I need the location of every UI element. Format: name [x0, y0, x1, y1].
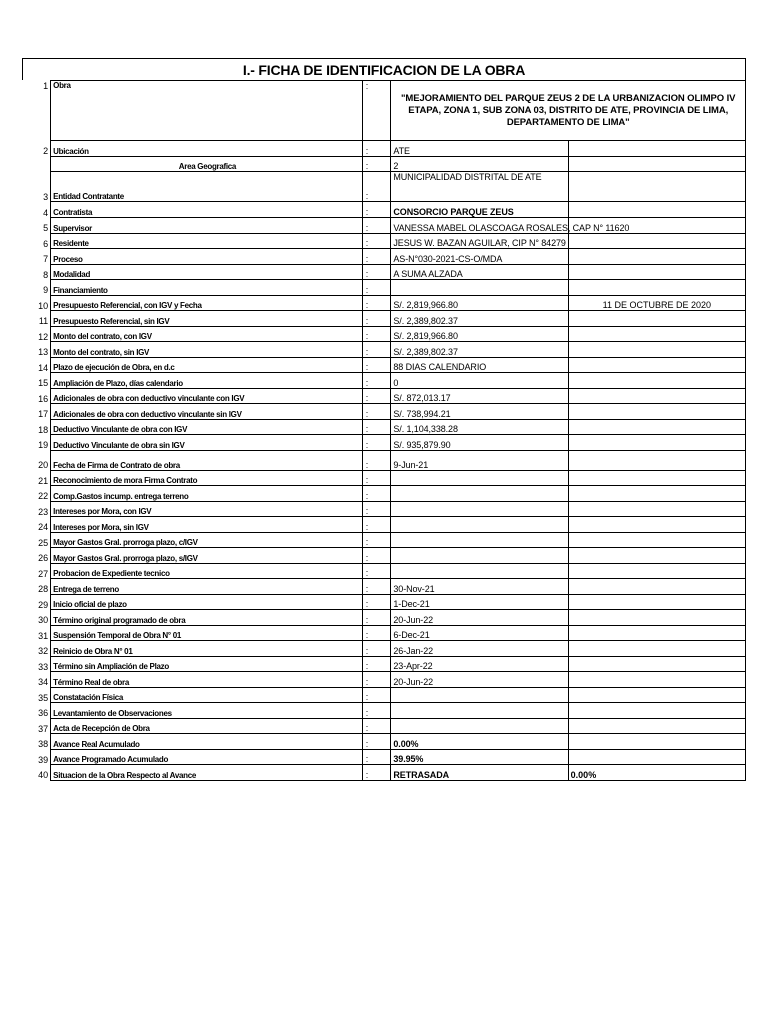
table-row: [22, 563, 746, 579]
row-number: 12: [38, 331, 49, 342]
row-extra: [568, 641, 745, 657]
table-row: [22, 734, 746, 750]
row-extra: [568, 625, 745, 641]
row-separator: :: [362, 656, 391, 672]
row-label: Levantamiento de Observaciones: [51, 703, 363, 719]
row-value: [391, 486, 568, 502]
table-row: [22, 765, 746, 781]
row-label: Avance Programado Acumulado: [51, 749, 363, 765]
row-number: 20: [38, 460, 49, 470]
row-value: S/. 2,819,966.80: [391, 326, 568, 342]
row-separator: :: [362, 435, 391, 451]
row-separator: :: [362, 765, 391, 781]
row-number: 15: [38, 378, 49, 388]
row-separator: :: [362, 563, 391, 579]
row-separator: :: [362, 218, 391, 234]
row-label: Suspensión Temporal de Obra N° 01: [51, 625, 363, 641]
row-separator: :: [362, 749, 391, 765]
row-extra: [568, 672, 745, 688]
row-value: [391, 501, 568, 517]
row-extra: [568, 486, 745, 502]
row-value: MUNICIPALIDAD DISTRITAL DE ATE: [391, 172, 568, 202]
table-row: [22, 548, 746, 564]
row-value: [391, 563, 568, 579]
row-value: AS-N°030-2021-CS-O/MDA: [391, 249, 568, 265]
row-label: Entidad Contratante: [51, 172, 363, 202]
row-value: S/. 2,389,802.37: [391, 311, 568, 327]
row-number: 17: [38, 409, 49, 419]
table-row: [22, 435, 746, 451]
table-row: [22, 172, 746, 202]
table-row: [22, 532, 746, 548]
identification-sheet: [22, 58, 746, 781]
row-label: Monto del contrato, con IGV: [51, 326, 363, 342]
row-separator: :: [362, 687, 391, 703]
row-separator: :: [362, 672, 391, 688]
table-row: [22, 579, 746, 595]
table-row: [22, 141, 746, 157]
row-extra: [568, 141, 745, 157]
row-extra: [568, 450, 745, 470]
row-extra: [568, 656, 745, 672]
table-row: [22, 718, 746, 734]
table-row: [22, 625, 746, 641]
row-extra: [568, 233, 745, 249]
row-separator: :: [362, 579, 391, 595]
row-separator: :: [362, 264, 391, 280]
row-extra: [568, 172, 745, 202]
row-value: S/. 935,879.90: [391, 435, 568, 451]
row-extra: [568, 718, 745, 734]
row-label: Presupuesto Referencial, sin IGV: [51, 311, 363, 327]
row-separator: :: [362, 501, 391, 517]
row-label: Monto del contrato, sin IGV: [51, 342, 363, 358]
row-extra: [568, 548, 745, 564]
table-row: [22, 419, 746, 435]
table-row: [22, 218, 746, 234]
row-value: 30-Nov-21: [391, 579, 568, 595]
row-label: Intereses por Mora, con IGV: [51, 501, 363, 517]
row-label: Reconocimiento de mora Firma Contrato: [51, 470, 363, 486]
row-separator: :: [362, 517, 391, 533]
row-extra: [568, 326, 745, 342]
row-value: 26-Jan-22: [391, 641, 568, 657]
table-row: [22, 594, 746, 610]
row-number: 4: [43, 207, 49, 218]
row-value: [391, 548, 568, 564]
row-number: 9: [43, 285, 49, 295]
row-value: 2: [391, 156, 568, 172]
row-value: RETRASADA: [391, 765, 568, 781]
row-extra: [568, 435, 745, 451]
row-number: 36: [38, 708, 49, 718]
row-separator: :: [362, 594, 391, 610]
row-label: Término original programado de obra: [51, 610, 363, 626]
table-row: [22, 156, 746, 172]
row-value: [391, 470, 568, 486]
row-extra: [568, 264, 745, 280]
row-label: Residente: [51, 233, 363, 249]
row-number: 5: [43, 223, 49, 233]
row-number: 35: [38, 692, 49, 703]
row-extra: [568, 342, 745, 358]
row-label: Obra: [51, 81, 363, 141]
row-label: Supervisor: [51, 218, 363, 234]
row-separator: :: [362, 388, 391, 404]
row-label: Mayor Gastos Gral. prorroga plazo, c/IGV: [51, 532, 363, 548]
row-number: 10: [38, 300, 49, 311]
row-separator: :: [362, 610, 391, 626]
identification-table: [22, 80, 746, 781]
row-number: 25: [38, 537, 49, 548]
row-value: 20-Jun-22: [391, 672, 568, 688]
row-number: 3: [43, 191, 49, 202]
row-label: Comp.Gastos incump. entrega terreno: [51, 486, 363, 502]
row-number: 39: [38, 754, 49, 765]
row-number: 22: [38, 491, 49, 501]
row-value: CONSORCIO PARQUE ZEUS: [391, 202, 568, 218]
row-separator: :: [362, 357, 391, 373]
row-separator: :: [362, 486, 391, 502]
row-separator: :: [362, 734, 391, 750]
table-row: [22, 326, 746, 342]
row-extra: [568, 357, 745, 373]
table-row: [22, 264, 746, 280]
row-value: [391, 703, 568, 719]
row-label: Modalidad: [51, 264, 363, 280]
row-label: Financiamiento: [51, 280, 363, 296]
table-row: [22, 311, 746, 327]
row-extra: [568, 404, 745, 420]
table-row: [22, 388, 746, 404]
row-extra: [568, 470, 745, 486]
table-row: [22, 249, 746, 265]
table-row: [22, 233, 746, 249]
row-separator: :: [362, 703, 391, 719]
row-separator: :: [362, 156, 391, 172]
table-row: [22, 610, 746, 626]
table-row: [22, 450, 746, 470]
table-row: [22, 342, 746, 358]
row-label: Presupuesto Referencial, con IGV y Fecha: [51, 295, 363, 311]
table-row: [22, 470, 746, 486]
row-number: 34: [38, 677, 49, 687]
table-row: [22, 357, 746, 373]
row-value: [391, 532, 568, 548]
row-label: Inicio oficial de plazo: [51, 594, 363, 610]
row-value: 23-Apr-22: [391, 656, 568, 672]
row-extra: [568, 734, 745, 750]
row-label: Contratista: [51, 202, 363, 218]
row-number: 16: [38, 393, 49, 404]
row-label: Mayor Gastos Gral. prorroga plazo, s/IGV: [51, 548, 363, 564]
table-row: [22, 687, 746, 703]
row-extra: [568, 532, 745, 548]
row-separator: :: [362, 625, 391, 641]
row-number: 28: [38, 584, 49, 594]
row-label: Avance Real Acumulado: [51, 734, 363, 750]
row-label: Area Geografica: [51, 156, 363, 172]
table-row: [22, 404, 746, 420]
row-separator: :: [362, 81, 391, 141]
row-label: Fecha de Firma de Contrato de obra: [51, 450, 363, 470]
row-extra: 11 DE OCTUBRE DE 2020: [568, 295, 745, 311]
table-row: [22, 672, 746, 688]
row-number: 1: [43, 80, 49, 91]
row-value: "MEJORAMIENTO DEL PARQUE ZEUS 2 DE LA URBANIZACION OLIMPO IV ETAPA, ZONA 1, SUB ZONA 03, DISTRITO DE ATE, PROVINCIA DE LIMA, DEPARTAMENTO DE LIMA": [391, 81, 746, 141]
row-separator: :: [362, 280, 391, 296]
row-extra: [568, 749, 745, 765]
row-separator: :: [362, 342, 391, 358]
row-number: 33: [38, 661, 49, 672]
row-number: 11: [38, 316, 49, 326]
row-value: ATE: [391, 141, 568, 157]
row-separator: :: [362, 295, 391, 311]
row-number: 37: [38, 723, 49, 734]
row-separator: :: [362, 641, 391, 657]
row-extra: [568, 703, 745, 719]
row-value: [391, 687, 568, 703]
row-value: VANESSA MABEL OLASCOAGA ROSALES, CAP N° 11620: [391, 218, 568, 234]
row-number: 2: [43, 146, 49, 156]
row-value: [391, 280, 568, 296]
row-separator: :: [362, 419, 391, 435]
row-separator: :: [362, 141, 391, 157]
row-number: 8: [43, 269, 49, 280]
row-number: 23: [38, 506, 49, 517]
row-separator: :: [362, 249, 391, 265]
row-label: Adicionales de obra con deductivo vinculante sin IGV: [51, 404, 363, 420]
row-separator: :: [362, 548, 391, 564]
row-number: 30: [38, 615, 49, 625]
row-label: Deductivo Vinculante de obra sin IGV: [51, 435, 363, 451]
row-extra: [568, 517, 745, 533]
row-extra: [568, 501, 745, 517]
row-separator: :: [362, 373, 391, 389]
row-number: 27: [38, 568, 49, 579]
table-row: [22, 202, 746, 218]
row-label: Ampliación de Plazo, días calendario: [51, 373, 363, 389]
row-value: S/. 1,104,338.28: [391, 419, 568, 435]
row-extra: [568, 373, 745, 389]
row-separator: :: [362, 450, 391, 470]
row-number: 19: [38, 440, 49, 450]
row-value: A SUMA ALZADA: [391, 264, 568, 280]
row-extra: [568, 280, 745, 296]
row-separator: :: [362, 311, 391, 327]
row-separator: :: [362, 470, 391, 486]
table-row: [22, 501, 746, 517]
row-value: S/. 738,994.21: [391, 404, 568, 420]
row-number: 14: [38, 362, 49, 373]
row-separator: :: [362, 532, 391, 548]
row-label: Acta de Recepción de Obra: [51, 718, 363, 734]
row-extra: [568, 156, 745, 172]
row-extra: [568, 610, 745, 626]
table-row: [22, 295, 746, 311]
row-label: Proceso: [51, 249, 363, 265]
row-label: Término Real de obra: [51, 672, 363, 688]
table-row: [22, 280, 746, 296]
row-value: S/. 2,819,966.80: [391, 295, 568, 311]
row-value: 0.00%: [391, 734, 568, 750]
row-number: 29: [38, 599, 49, 610]
row-label: Intereses por Mora, sin IGV: [51, 517, 363, 533]
row-number: 24: [38, 522, 49, 532]
table-row: [22, 641, 746, 657]
row-extra: [568, 249, 745, 265]
row-number: 13: [38, 347, 49, 357]
row-value: 20-Jun-22: [391, 610, 568, 626]
row-value: 1-Dec-21: [391, 594, 568, 610]
table-row: [22, 486, 746, 502]
row-extra: [568, 388, 745, 404]
row-number: 38: [38, 739, 49, 749]
row-value: S/. 2,389,802.37: [391, 342, 568, 358]
table-row: [22, 81, 746, 141]
row-value: 9-Jun-21: [391, 450, 568, 470]
row-number: 6: [43, 238, 49, 249]
table-row: [22, 373, 746, 389]
row-number: 40: [38, 770, 49, 780]
row-value: S/. 872,013.17: [391, 388, 568, 404]
row-extra: [568, 311, 745, 327]
table-row: [22, 749, 746, 765]
row-label: Constatación Física: [51, 687, 363, 703]
row-value: 6-Dec-21: [391, 625, 568, 641]
row-extra: [568, 563, 745, 579]
row-extra: [568, 594, 745, 610]
row-number: 31: [38, 630, 49, 641]
row-separator: :: [362, 718, 391, 734]
row-number: 32: [38, 646, 49, 656]
row-label: Situacion de la Obra Respecto al Avance: [51, 765, 363, 781]
row-extra: [568, 579, 745, 595]
row-label: Adicionales de obra con deductivo vinculante con IGV: [51, 388, 363, 404]
row-separator: :: [362, 172, 391, 202]
row-extra: [568, 419, 745, 435]
row-extra: 0.00%: [568, 765, 745, 781]
row-value: 0: [391, 373, 568, 389]
row-number: [22, 156, 51, 172]
row-label: Entrega de terreno: [51, 579, 363, 595]
row-value: [391, 517, 568, 533]
row-number: 7: [43, 254, 49, 264]
row-value: JESUS W. BAZAN AGUILAR, CIP N° 84279: [391, 233, 568, 249]
row-extra: [568, 687, 745, 703]
row-label: Reinicio de Obra N° 01: [51, 641, 363, 657]
sheet-title: I.- FICHA DE IDENTIFICACION DE LA OBRA: [22, 58, 746, 80]
row-value: 88 DIAS CALENDARIO: [391, 357, 568, 373]
row-label: Deductivo Vinculante de obra con IGV: [51, 419, 363, 435]
row-label: Término sin Ampliación de Plazo: [51, 656, 363, 672]
table-row: [22, 703, 746, 719]
row-separator: :: [362, 233, 391, 249]
row-value: [391, 718, 568, 734]
row-value: 39.95%: [391, 749, 568, 765]
row-separator: :: [362, 202, 391, 218]
row-separator: :: [362, 326, 391, 342]
row-number: 26: [38, 553, 49, 563]
table-row: [22, 656, 746, 672]
row-label: Plazo de ejecución de Obra, en d.c: [51, 357, 363, 373]
row-extra: [568, 202, 745, 218]
row-label: Probacion de Expediente tecnico: [51, 563, 363, 579]
row-label: Ubicación: [51, 141, 363, 157]
row-number: 21: [38, 475, 49, 486]
row-separator: :: [362, 404, 391, 420]
row-number: 18: [38, 424, 49, 435]
table-row: [22, 517, 746, 533]
